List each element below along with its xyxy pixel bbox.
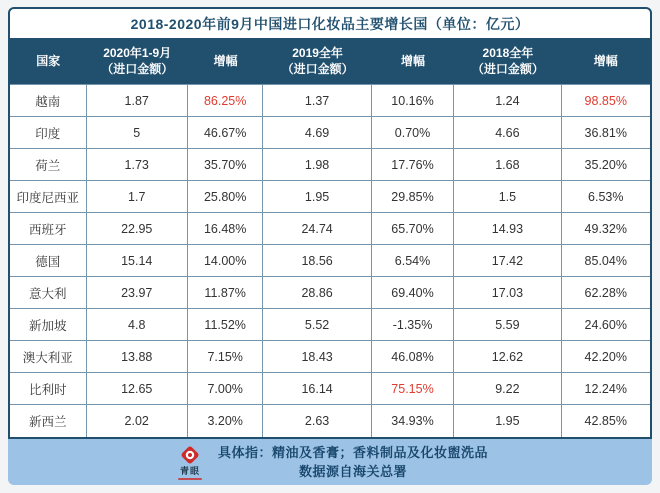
value-cell: 65.70% — [372, 213, 454, 245]
value-cell: 11.87% — [188, 277, 264, 309]
col-header-line: 增幅 — [593, 53, 618, 68]
value-cell: 2.63 — [263, 405, 371, 437]
col-header-line: （进口金额） — [101, 62, 174, 76]
value-cell: 12.24% — [562, 373, 650, 405]
value-cell: 6.54% — [372, 245, 454, 277]
value-cell: 7.00% — [188, 373, 264, 405]
value-cell: 1.73 — [87, 149, 188, 181]
value-cell: 15.14 — [87, 245, 188, 277]
value-cell: 69.40% — [372, 277, 454, 309]
value-cell: 1.68 — [454, 149, 561, 181]
col-header-line: 2018全年 — [482, 45, 534, 60]
value-cell: 34.93% — [372, 405, 454, 437]
value-cell: 5.52 — [263, 309, 371, 341]
value-cell: 5.59 — [454, 309, 561, 341]
col-header-line: （进口金额） — [281, 62, 354, 76]
country-cell: 越南 — [10, 85, 87, 117]
value-cell: 22.95 — [87, 213, 188, 245]
value-cell: 28.86 — [263, 277, 371, 309]
value-cell: 35.20% — [562, 149, 650, 181]
value-cell: 1.37 — [263, 85, 371, 117]
col-header-line: （进口金额） — [471, 62, 544, 76]
value-cell: 14.93 — [454, 213, 561, 245]
value-cell: 17.76% — [372, 149, 454, 181]
col-header-2019-amount — [263, 38, 371, 84]
country-cell: 澳大利亚 — [10, 341, 87, 373]
table-row — [10, 277, 650, 309]
table-row — [10, 149, 650, 181]
col-header-2018-growth — [562, 38, 650, 84]
country-cell: 意大利 — [10, 277, 87, 309]
col-header-line: 国家 — [36, 53, 61, 68]
value-cell: 75.15% — [372, 373, 454, 405]
value-cell: 12.65 — [87, 373, 188, 405]
value-cell: 42.20% — [562, 341, 650, 373]
value-cell: 16.48% — [188, 213, 264, 245]
value-cell: 35.70% — [188, 149, 264, 181]
value-cell: 24.60% — [562, 309, 650, 341]
table-row — [10, 85, 650, 117]
country-cell: 印度 — [10, 117, 87, 149]
country-cell: 德国 — [10, 245, 87, 277]
value-cell: 1.7 — [87, 181, 188, 213]
table-row — [10, 245, 650, 277]
country-cell: 西班牙 — [10, 213, 87, 245]
value-cell: 13.88 — [87, 341, 188, 373]
value-cell: 49.32% — [562, 213, 650, 245]
value-cell: 17.03 — [454, 277, 561, 309]
value-cell: 10.16% — [372, 85, 454, 117]
table-row — [10, 181, 650, 213]
value-cell: 1.98 — [263, 149, 371, 181]
value-cell: 14.00% — [188, 245, 264, 277]
value-cell: 85.04% — [562, 245, 650, 277]
col-header-line: 增幅 — [401, 53, 426, 68]
col-header-line: 增幅 — [213, 53, 238, 68]
value-cell: 6.53% — [562, 181, 650, 213]
value-cell: 18.43 — [263, 341, 371, 373]
data-table — [8, 7, 652, 439]
value-cell: 4.69 — [263, 117, 371, 149]
value-cell: 25.80% — [188, 181, 264, 213]
footer-note-line2: 数据源自海关总署 — [298, 464, 407, 479]
table-row — [10, 309, 650, 341]
country-cell: 印度尼西亚 — [10, 181, 87, 213]
col-header-country — [10, 38, 87, 84]
value-cell: 16.14 — [263, 373, 371, 405]
value-cell: 36.81% — [562, 117, 650, 149]
logo-tagline-mark — [178, 478, 202, 480]
col-header-2020-growth — [188, 38, 264, 84]
col-header-line: 2020年1-9月 — [103, 45, 172, 60]
value-cell: 62.28% — [562, 277, 650, 309]
value-cell: 2.02 — [87, 405, 188, 437]
table-footer — [8, 439, 652, 485]
value-cell: 18.56 — [263, 245, 371, 277]
table-header-row — [10, 38, 650, 85]
value-cell: 1.95 — [454, 405, 561, 437]
value-cell: 24.74 — [263, 213, 371, 245]
value-cell: 1.24 — [454, 85, 561, 117]
value-cell: 5 — [87, 117, 188, 149]
table-row — [10, 117, 650, 149]
table-body — [10, 85, 650, 437]
col-header-2018-amount — [454, 38, 561, 84]
value-cell: 1.87 — [87, 85, 188, 117]
footer-note-line1: 具体指：精油及香膏；香料制品及化妆盥洗品 — [217, 444, 488, 460]
value-cell: 46.67% — [188, 117, 264, 149]
value-cell: 23.97 — [87, 277, 188, 309]
value-cell: -1.35% — [372, 309, 454, 341]
value-cell: 12.62 — [454, 341, 561, 373]
value-cell: 0.70% — [372, 117, 454, 149]
table-title: 2018-2020年前9月中国进口化妆品主要增长国（单位：亿元） — [130, 15, 530, 32]
table-row — [10, 213, 650, 245]
value-cell: 4.8 — [87, 309, 188, 341]
value-cell: 1.95 — [263, 181, 371, 213]
qingyan-logo — [172, 444, 208, 480]
value-cell: 3.20% — [188, 405, 264, 437]
value-cell: 1.5 — [454, 181, 561, 213]
value-cell: 46.08% — [372, 341, 454, 373]
value-cell: 9.22 — [454, 373, 561, 405]
value-cell: 4.66 — [454, 117, 561, 149]
table-row — [10, 373, 650, 405]
value-cell: 86.25% — [188, 85, 264, 117]
value-cell: 29.85% — [372, 181, 454, 213]
col-header-line: 2019全年 — [292, 45, 343, 60]
report-card — [8, 7, 652, 485]
value-cell: 11.52% — [188, 309, 264, 341]
value-cell: 17.42 — [454, 245, 561, 277]
col-header-2020-amount — [87, 38, 188, 84]
country-cell: 新西兰 — [10, 405, 87, 437]
table-row — [10, 341, 650, 373]
country-cell: 比利时 — [10, 373, 87, 405]
logo-wordmark: 青眼 — [179, 466, 200, 476]
country-cell: 新加坡 — [10, 309, 87, 341]
value-cell: 7.15% — [188, 341, 264, 373]
country-cell: 荷兰 — [10, 149, 87, 181]
value-cell: 98.85% — [562, 85, 650, 117]
col-header-2019-growth — [372, 38, 454, 84]
value-cell: 42.85% — [584, 414, 627, 428]
eye-diamond-icon — [179, 444, 201, 466]
table-row — [10, 405, 650, 437]
footer-notes — [218, 443, 488, 482]
